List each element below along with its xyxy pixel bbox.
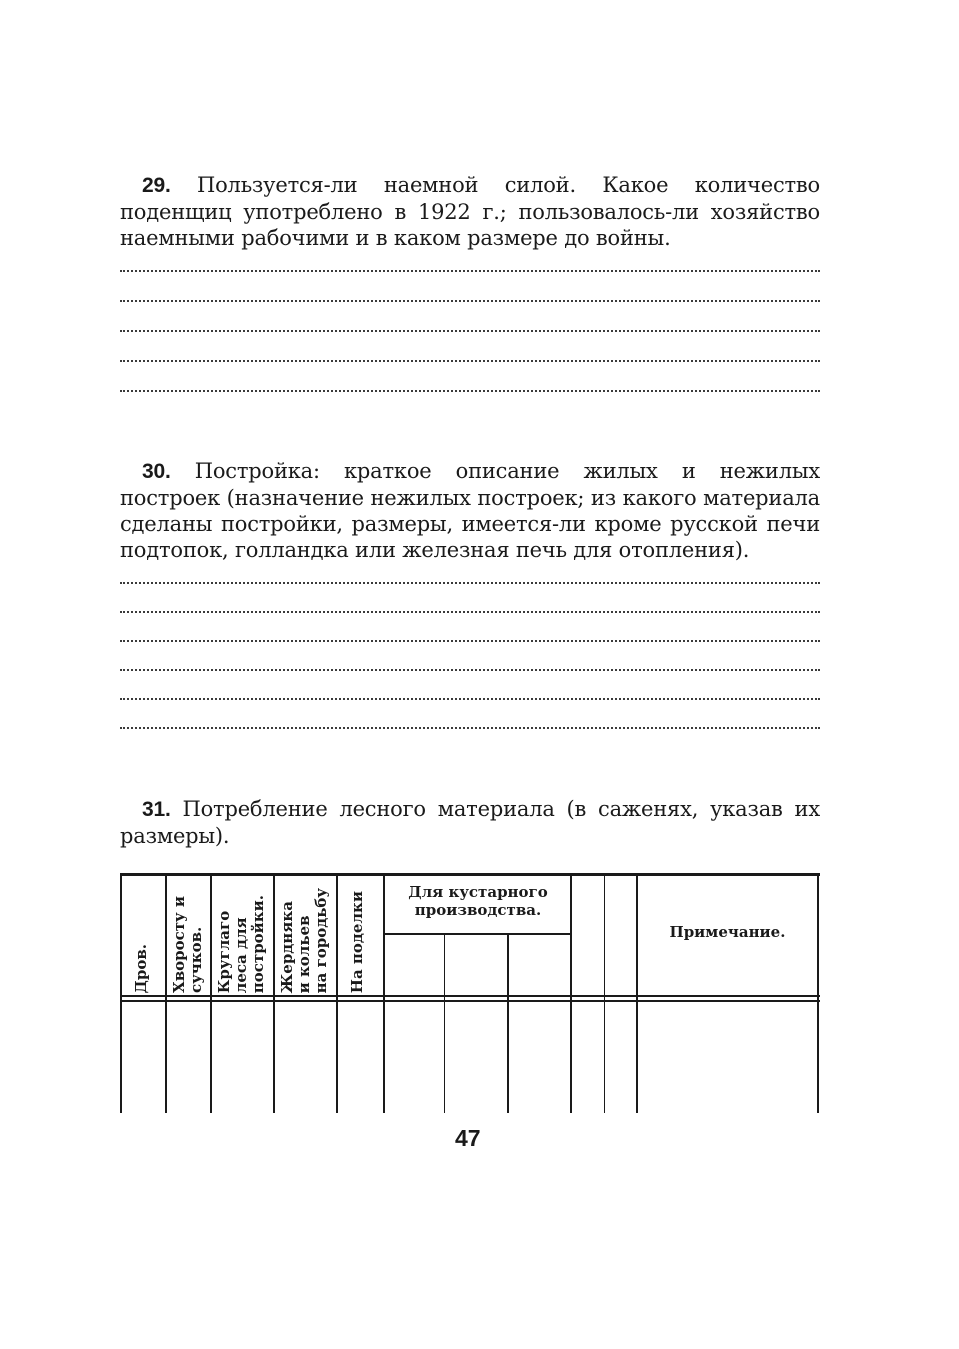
table-column-divider [636,873,638,1113]
table-header-rule [120,995,820,997]
question-31-text: Потребление лесного материала (в саженях, указав их размеры). [120,797,821,848]
answer-line[interactable] [120,640,820,642]
question-29 [120,172,820,251]
column-header-brushwood: Хворосту и сучков. [170,896,205,993]
answer-line[interactable] [120,390,820,392]
column-group-header-handicraft: Для кустарного производства. [408,883,548,919]
answer-line[interactable] [120,669,820,671]
answer-line[interactable] [120,360,820,362]
column-header-firewood: Дров. [132,943,150,993]
question-29-text: Пользуется-ли наемной силой. Какое количество поденщиц употреблено в 1922 г.; пользовалось-ли хозяйство наемными рабочими и в каком размере до войны. [120,173,820,250]
answer-line[interactable] [120,270,820,272]
answer-line[interactable] [120,611,820,613]
table-top-rule [120,873,820,876]
answer-line[interactable] [120,727,820,729]
page-number: 47 [455,1125,481,1151]
question-30-text: Постройка: краткое описание жилых и нежилых построек (назначение нежилых построек; из какого материала сделаны постройки, размеры, имеется-ли кроме русской печи подтопок, голландка или железная печь для отопления). [120,459,820,562]
table-header-rule [120,1000,820,1002]
table-column-divider [165,873,167,1113]
answer-line[interactable] [120,330,820,332]
question-31 [120,796,820,849]
table-column-divider [210,873,212,1113]
table-column-divider [570,873,572,1113]
table-column-divider [507,933,509,1113]
column-header-crafts: На поделки [348,890,366,993]
question-30 [120,458,820,563]
table-column-divider [383,873,385,1113]
question-29-number: 29. [142,174,171,197]
answer-line[interactable] [120,300,820,302]
column-header-remarks: Примечание. [669,923,786,941]
table-column-divider [273,873,275,1113]
table-column-divider [444,933,445,1113]
column-header-poles-stakes: Жердняка и кольев на городьбу [278,887,330,993]
table-border [817,873,819,1113]
table-column-divider [336,873,338,1113]
question-30-number: 30. [142,460,171,483]
question-31-number: 31. [142,798,171,821]
table-column-divider [604,873,605,1113]
column-header-round-timber: Круглаго леса для постройки. [215,894,267,993]
timber-consumption-table [120,873,820,1113]
table-border [120,873,122,1113]
answer-line[interactable] [120,698,820,700]
answer-line[interactable] [120,582,820,584]
group-header-rule [385,933,571,935]
